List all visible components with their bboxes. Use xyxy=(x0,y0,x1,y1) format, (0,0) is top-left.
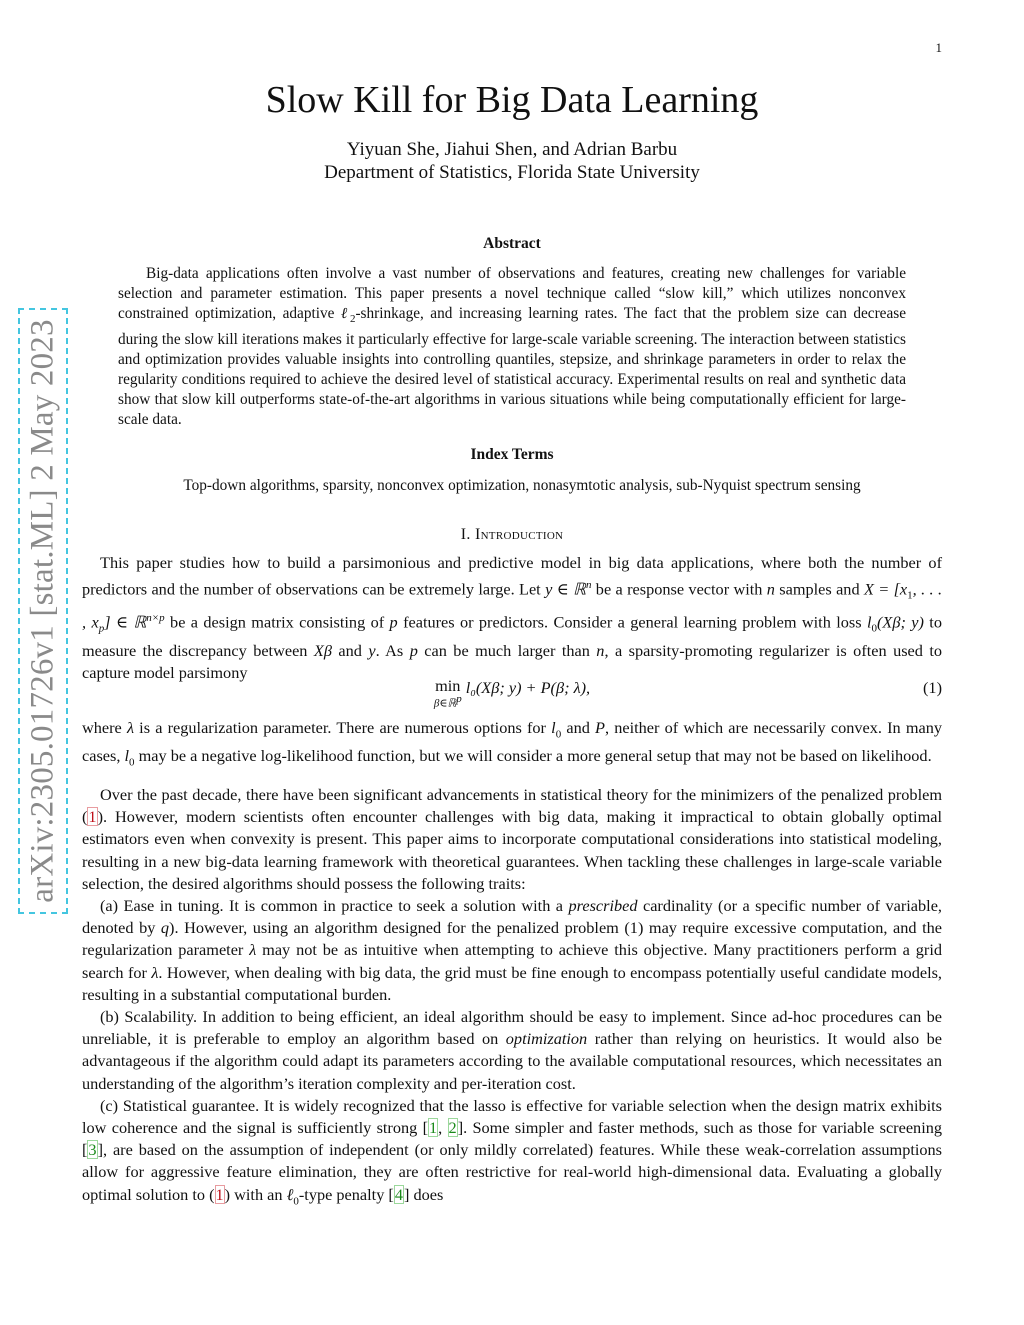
citation-link[interactable]: 4 xyxy=(394,1184,403,1204)
affiliation: Department of Statistics, Florida State University xyxy=(324,162,700,183)
intro-paragraph-6: (c) Statistical guarantee. It is widely recognized that the lasso is effective for variable selection when the design matrix exhibits low coherence and the signal is sufficiently strong [1, 2]. Some simpler and faster methods, such as those for variable screening [3], are based on the assumption of independent (or only mildly correlated) features. While these weak-correlation assumptions allow for aggressive feature elimination, they are often restrictive for real-world high-dimensional data. Evaluating a globally optimal solution to (1) with an ℓ$_0$-type penalty [4] does xyxy=(82,1095,942,1207)
equation-body: min β∈ℝ$^p$ l₀(Xβ; y) + P(β; λ), xyxy=(433,676,591,710)
intro-paragraph-1: This paper studies how to build a parsimonious and predictive model in big data applications, where both the number of predictors and the number of observations can be extremely large. Let y ∈ ℝ$^n$ be a response vector with n samples and $X = [x_1$, . . . , $x_p$] ∈ ℝ$^{n\times p}$ be a design matrix consisting of p features or predictors. Consider a general learning problem with loss $l_0(X\beta$; y) to measure the discrepancy between Xβ and y. As p can be much larger than n, a sparsity-promoting regularizer is often used to capture model parsimony xyxy=(82,553,943,683)
intro-paragraph-3: Over the past decade, there have been significant advancements in statistical theory for the minimizers of the penalized problem (1). However, modern scientists often encounter challenges with big data, making it impractical to obtain globally optimal estimators even when convexity is present. This paper aims to incorporate computational considerations into statistical modeling, resulting in a new big-data learning framework with theoretical guarantees. When tackling these challenges in large-scale variable selection, the desired algorithms should possess the following traits: xyxy=(82,785,942,893)
intro-paragraph-2: where λ is a regularization parameter. There are numerous options for $l_0$ and P, neither of which are necessarily convex. In many cases, $l_0$ may be a negative log-likelihood function, but we will consider a more general setup that may not be based on likelihood. xyxy=(82,718,943,769)
equation-number: (1) xyxy=(923,678,942,697)
abstract-heading: Abstract xyxy=(483,235,541,252)
equation-ref-link[interactable]: 1 xyxy=(88,807,97,827)
authors: Yiyuan She, Jiahui Shen, and Adrian Barbu xyxy=(346,139,678,160)
index-terms-heading: Index Terms xyxy=(470,446,554,463)
abstract-body: Big-data applications often involve a vast number of observations and features, creating new challenges for variable selection and parameter estimation. This paper presents a novel technique called “slow kill,” which utilizes nonconvex constrained optimization, adaptive ℓ$_2$-shrinkage, and increasing learning rates. The fact that the problem size can decrease during the slow kill iterations makes it particularly effective for large-scale variable screening. The interaction between statistics and optimization provides valuable insights into controlling quantiles, stepsize, and shrinkage parameters in order to relax the regularity conditions required to achieve the desired level of statistical accuracy. Experimental results on real and synthetic data show that slow kill outperforms state-of-the-art algorithms in various situations while being computationally efficient for large-scale data. xyxy=(118,265,906,429)
arxiv-stamp[interactable] xyxy=(18,308,68,914)
equation-ref-link[interactable]: 1 xyxy=(215,1184,224,1204)
intro-paragraph-4: (a) Ease in tuning. It is common in practice to seek a solution with a prescribed cardinality (or a specific number of variable, denoted by q). However, using an algorithm designed for the penalized problem (1) may require excessive computation, and the regularization parameter λ may not be as intuitive when attempting to achieve this objective. Many practitioners perform a grid search for λ. However, when dealing with big data, the grid must be fine enough to encompass potentially useful candidate models, resulting in a substantial computational burden. xyxy=(82,896,943,1004)
citation-link[interactable]: 3 xyxy=(88,1140,97,1160)
section-heading: I. Introduction xyxy=(460,526,564,543)
arxiv-stamp-text: arXiv:2305.01726v1 [stat.ML] 2 May 2023 xyxy=(24,319,61,903)
intro-paragraph-5: (b) Scalability. In addition to being efficient, an ideal algorithm should be easy to implement. Since ad-hoc procedures can be unreliable, it is preferable to employ an algorithm based on optimization rather than relying on heuristics. It would also be advantageous if the algorithm could adapt its parameters according to the available computational resources, which necessitates an understanding of the algorithm’s iteration complexity and per-iteration cost. xyxy=(82,1007,942,1093)
page-number: 1 xyxy=(935,40,942,55)
min-operator: min β∈ℝ$^p$ xyxy=(433,676,462,710)
citation-link[interactable]: 2 xyxy=(448,1118,457,1138)
equation-1 xyxy=(82,674,942,708)
index-terms-body: Top-down algorithms, sparsity, nonconvex optimization, nonasymtotic analysis, sub-Nyquist spectrum sensing xyxy=(183,477,861,494)
citation-link[interactable]: 1 xyxy=(429,1118,438,1138)
paper-title: Slow Kill for Big Data Learning xyxy=(265,79,759,121)
intro-body-rest xyxy=(82,784,942,1212)
